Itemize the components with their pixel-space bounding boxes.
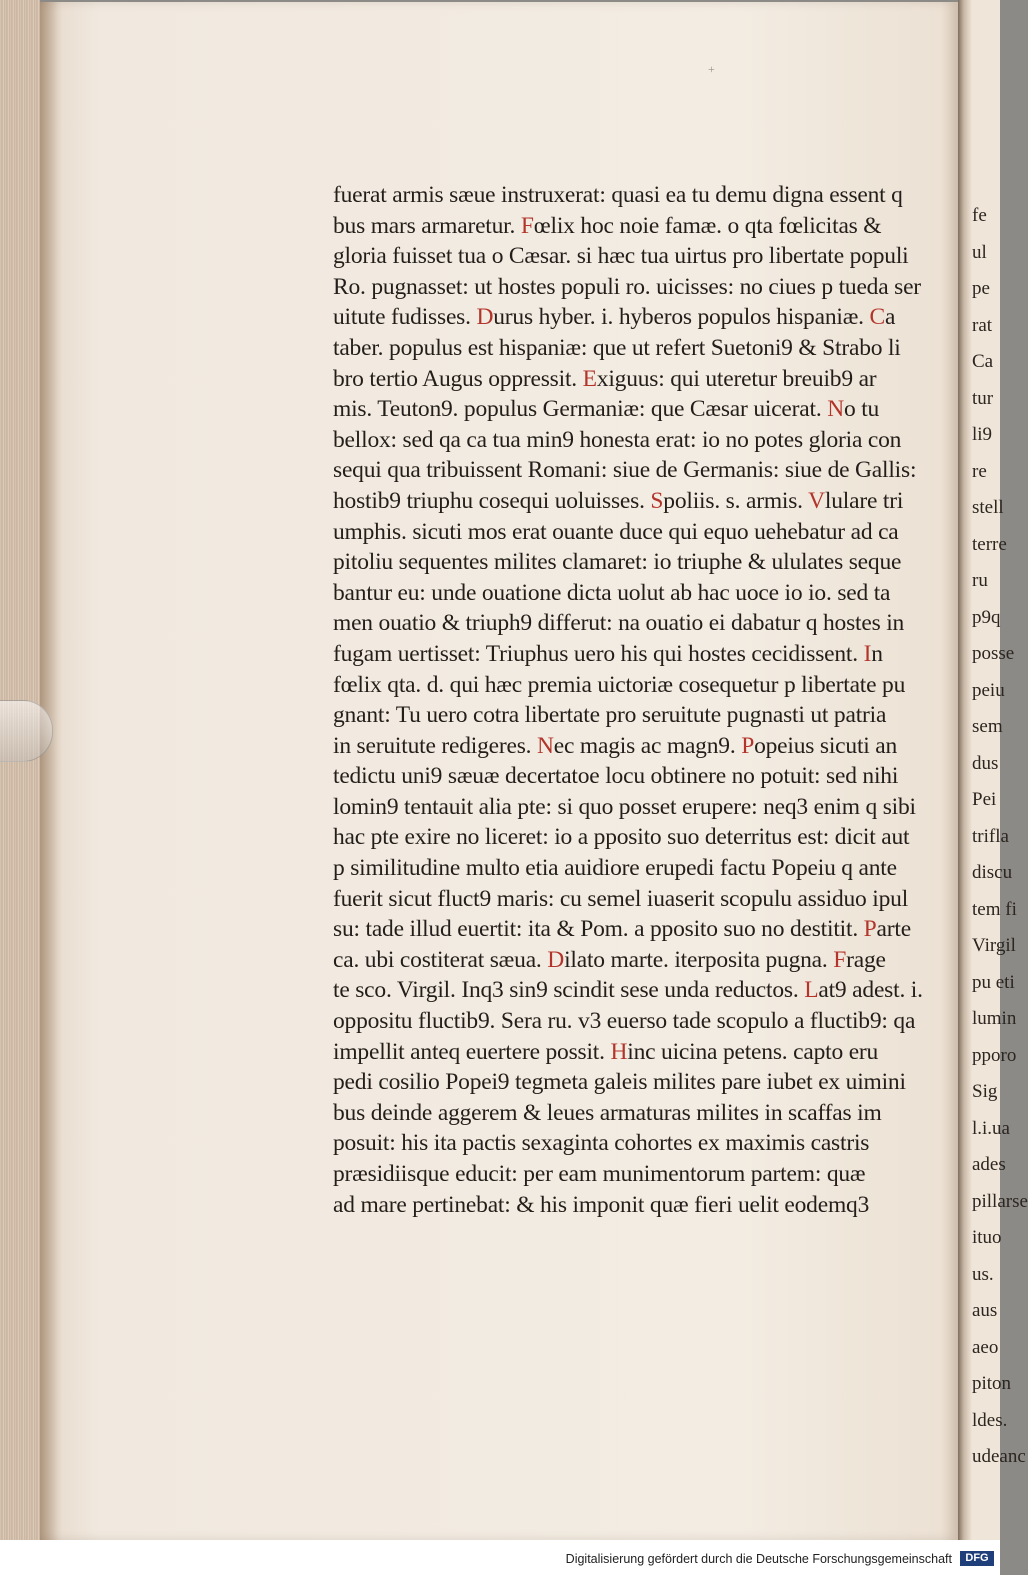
text-line <box>333 455 938 486</box>
dfg-logo: DFG <box>960 1551 994 1566</box>
facing-page-edge <box>958 0 1028 1540</box>
facing-page-fragment: dus <box>972 752 999 774</box>
text-segment: tedictu uni9 sæuæ decertatoe locu obtinere no potuit: sed nihi <box>333 763 899 790</box>
rubricated-initial: D <box>547 946 565 973</box>
facing-page-fragment: pporo <box>972 1044 1017 1066</box>
text-line <box>333 1128 938 1159</box>
text-segment: bus mars armaretur. <box>333 212 521 239</box>
facing-page-fragment: lumin <box>972 1008 1017 1029</box>
rubricated-initial: D <box>476 304 494 331</box>
text-line <box>333 975 938 1006</box>
text-line <box>333 486 938 517</box>
text-segment: bus deinde aggerem & leues armaturas milites in scaffas im <box>333 1099 882 1126</box>
rubricated-initial: S <box>650 487 664 514</box>
page-gutter-shadow <box>40 2 62 1540</box>
facing-page-fragment: tem fi <box>972 898 1017 920</box>
text-segment: præsidiisque educit: per eam munimentorum partem: quæ <box>333 1161 866 1187</box>
facing-page-fragment: peiu <box>972 679 1005 701</box>
rubricated-initial: F <box>520 212 534 239</box>
rubricated-initial: L <box>804 977 819 1004</box>
text-segment: fugam uertisset: Triuphus uero his qui hostes cecidissent. <box>333 640 864 667</box>
pencil-mark: + <box>708 62 715 76</box>
rubricated-initial: N <box>537 732 554 759</box>
text-segment: mis. Teuton9. populus Germaniæ: que Cæsar uicerat. <box>333 396 828 423</box>
text-line <box>333 1006 938 1037</box>
text-segment: fœlix qta. d. qui hæc premia uictoriæ cosequetur p libertate pu <box>333 671 906 698</box>
rubricated-initial: N <box>827 396 844 423</box>
text-segment: ad mare pertinebat: & his imponit quæ fieri uelit eodemq3 <box>333 1191 870 1218</box>
text-segment: in seruitute redigeres. <box>333 732 538 759</box>
text-segment: at9 adest. i. <box>818 977 923 1004</box>
text-segment: rage <box>846 946 886 973</box>
facing-page-fragment: ldes. <box>972 1409 1008 1431</box>
facing-page-fragment: fe <box>972 205 987 226</box>
text-line <box>333 578 938 609</box>
rubricated-initial: E <box>582 365 597 392</box>
text-line <box>333 272 938 303</box>
facing-page-fragment: pillarse <box>972 1190 1028 1212</box>
text-line <box>333 547 938 578</box>
text-segment: Ro. pugnasset: ut hostes populi ro. uicisses: no ciues p tueda ser <box>333 273 921 300</box>
text-segment: inc uicina petens. capto eru <box>627 1038 879 1065</box>
text-line <box>333 761 938 792</box>
facing-page-fragment: sem <box>972 716 1003 737</box>
text-segment: pedi cosilio Popei9 tegmeta galeis milites pare iubet ex uimini <box>333 1069 906 1096</box>
rubricated-initial: V <box>808 487 825 514</box>
text-line <box>333 914 938 945</box>
rubricated-initial: P <box>863 916 877 943</box>
text-segment: men ouatio & triuph9 differut: na ouatio ei dabatur q hostes in <box>333 610 905 637</box>
text-segment: ca. ubi costiterat sæua. <box>333 946 548 973</box>
text-segment: ilato marte. iterposita pugna. <box>564 946 834 973</box>
text-segment: taber. populus est hispaniæ: que ut refert Suetoni9 & Strabo li <box>333 334 901 361</box>
text-segment: o tu <box>843 396 880 423</box>
facing-page-fragment: piton <box>972 1373 1012 1394</box>
rubricated-initial: F <box>833 946 847 973</box>
text-segment: bantur eu: unde ouatione dicta uolut ab hac uoce io io. sed ta <box>333 579 891 606</box>
text-line <box>333 333 938 364</box>
text-segment: poliis. s. armis. <box>663 487 809 514</box>
facing-page-fragment: Pei <box>972 789 997 810</box>
text-segment: uitute fudisses. <box>333 304 477 331</box>
text-segment: œlix hoc noie famæ. o qta fœlicitas & <box>533 212 882 239</box>
text-segment: umphis. sicuti mos erat ouante duce qui equo uehebatur ad ca <box>333 518 899 545</box>
facing-page-fragment: p9q <box>972 606 1001 628</box>
facing-page-fragment: pe <box>972 278 990 299</box>
text-segment: posuit: his ita pactis sexaginta cohortes ex maximis castris <box>333 1130 870 1157</box>
text-segment: n <box>871 640 883 667</box>
text-line <box>333 670 938 701</box>
funding-credit: Digitalisierung gefördert durch die Deutsche Forschungsgemeinschaft <box>565 1552 952 1566</box>
facing-page-fragment: us. <box>972 1263 994 1285</box>
rubricated-initial: C <box>869 304 886 331</box>
text-line <box>333 364 938 395</box>
text-segment: arte <box>876 916 911 943</box>
text-line <box>333 180 938 211</box>
text-line <box>333 517 938 548</box>
facing-page-fragment: Virgil <box>972 935 1016 956</box>
text-line <box>333 822 938 853</box>
text-line <box>333 731 938 762</box>
facing-page-fragment: pu eti <box>972 971 1015 993</box>
facing-page-fragment: aus <box>972 1300 998 1321</box>
text-segment: bro tertio Augus oppressit. <box>333 365 583 392</box>
facing-page-fragment: posse <box>972 643 1015 664</box>
text-line <box>333 1037 938 1068</box>
text-line <box>333 945 938 976</box>
text-segment: fuerat armis sæue instruxerat: quasi ea tu demu digna essent q <box>333 182 903 208</box>
text-line <box>333 853 938 884</box>
facing-page-fragment: ituo <box>972 1227 1002 1248</box>
text-segment: opeius sicuti an <box>754 732 898 759</box>
text-segment: hac pte exire no liceret: io a pposito suo deterritus est: dicit aut <box>333 824 910 851</box>
text-segment: fuerit sicut fluct9 maris: cu semel iuaserit scopulu assiduo ipul <box>333 885 909 912</box>
facing-page-fragment: Ca <box>972 351 994 372</box>
facing-page-fragment: ul <box>972 241 987 263</box>
text-segment: hostib9 triuphu cosequi uoluisses. <box>333 487 651 514</box>
text-line <box>333 792 938 823</box>
text-segment: te sco. Virgil. Inq3 sin9 scindit sese unda reductos. <box>333 977 805 1004</box>
facing-page-fragment: tur <box>972 387 994 409</box>
text-segment: sequi qua tribuissent Romani: siue de Germanis: siue de Gallis: <box>333 457 917 484</box>
facing-page-fragment: ades <box>972 1154 1006 1175</box>
book-fore-edge <box>0 0 40 1540</box>
text-segment: urus hyber. i. hyberos populos hispaniæ. <box>493 304 870 331</box>
facing-page-fragment: l.i.ua <box>972 1117 1010 1139</box>
facing-page-fragment: re <box>972 460 987 482</box>
text-segment: a <box>885 304 896 331</box>
text-line <box>333 608 938 639</box>
text-segment: lulare tri <box>824 487 904 514</box>
text-line <box>333 884 938 915</box>
text-segment: gloria fuisset tua o Cæsar. si hæc tua uirtus pro libertate populi <box>333 243 909 270</box>
rubricated-initial: P <box>741 732 755 759</box>
text-line <box>333 241 938 272</box>
text-segment: pitoliu sequentes milites clamaret: io triuphe & ululates seque <box>333 549 902 576</box>
facing-page-fragment: stell <box>972 497 1004 518</box>
facing-page-fragment: terre <box>972 533 1007 555</box>
text-segment: xiguus: qui uteretur breuib9 ar <box>596 365 877 392</box>
text-segment: oppositu fluctib9. Sera ru. v3 euerso tade scopulo a fluctib9: qa <box>333 1008 916 1035</box>
text-line <box>333 425 938 456</box>
text-line <box>333 211 938 242</box>
rubricated-initial: H <box>610 1038 628 1065</box>
text-line <box>333 394 938 425</box>
facing-page-fragment: rat <box>972 314 993 336</box>
text-segment: gnant: Tu uero cotra libertate pro seruitute pugnasti ut patria <box>333 702 887 729</box>
facing-page-fragment: udeanc <box>972 1446 1026 1467</box>
facing-page-fragment: li9 <box>972 424 993 445</box>
facing-page-fragment: discu <box>972 862 1013 883</box>
text-segment: bellox: sed qa ca tua min9 honesta erat: io no potes gloria con <box>333 426 902 453</box>
text-line <box>333 1159 938 1190</box>
facing-page-fragment: trifla <box>972 825 1009 847</box>
text-segment: su: tade illud euertit: ita & Pom. a pposito suo no destitit. <box>333 916 864 943</box>
text-line <box>333 700 938 731</box>
text-segment: lomin9 tentauit alia pte: si quo posset erupere: neq3 enim q sibi <box>333 793 916 820</box>
text-line <box>333 1098 938 1129</box>
facing-page-fragment: aeo <box>972 1336 999 1358</box>
text-line <box>333 302 938 333</box>
text-segment: impellit anteq euertere possit. <box>333 1038 611 1065</box>
text-segment: p similitudine multo etia auidiore erupedi factu Popeiu q ante <box>333 855 897 882</box>
rubricated-initial: I <box>863 640 872 667</box>
text-line <box>333 1190 938 1221</box>
text-line <box>333 1067 938 1098</box>
text-line <box>333 639 938 670</box>
facing-page-fragment: ru <box>972 570 988 591</box>
text-segment: ec magis ac magn9. <box>553 732 742 759</box>
facing-page-fragment: Sig <box>972 1081 998 1102</box>
footer-bar <box>0 1540 1000 1575</box>
incunabula-text-column <box>333 180 938 1220</box>
